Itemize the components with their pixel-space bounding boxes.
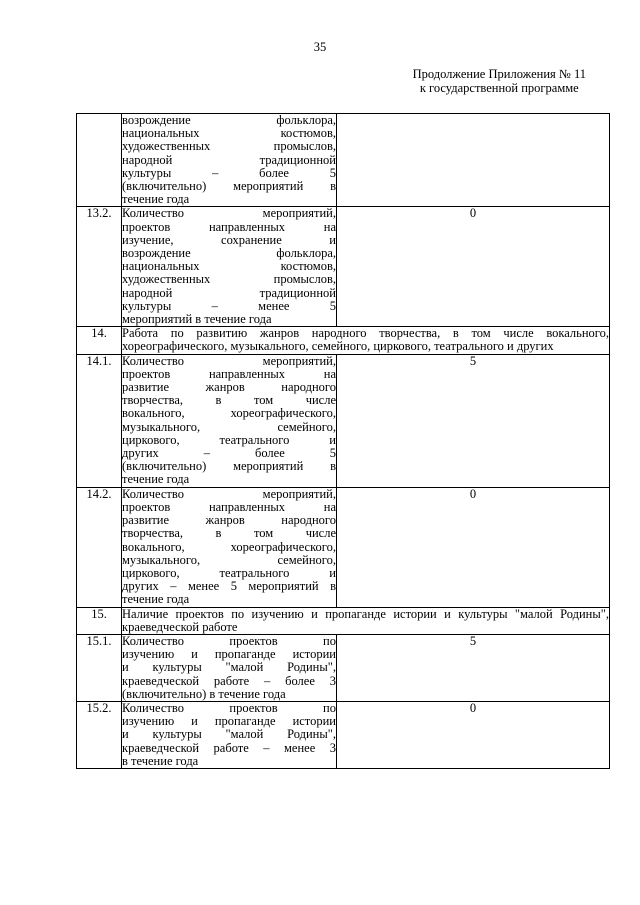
description-line: мероприятий в течение года (122, 312, 272, 327)
description-line: циркового, театрального и (122, 432, 336, 447)
section-title: Наличие проектов по изучению и пропаганде истории и культуры "малой Родины", краеведческой работе (122, 606, 609, 634)
description-line: художественных промыслов, (122, 139, 336, 154)
row-number: 15.1. (77, 634, 122, 701)
description-line: развитие жанров народного (122, 513, 336, 528)
criteria-table (76, 113, 610, 769)
description-line: культуры – менее 5 (122, 298, 336, 313)
criterion-description (122, 701, 337, 768)
appendix-header (413, 67, 586, 95)
description-line: возрождение фольклора, (122, 246, 336, 261)
description-line: художественных промыслов, (122, 272, 336, 287)
description-line: народной традиционной (122, 285, 336, 300)
description-line: в течение года (122, 753, 199, 768)
description-line: течение года (122, 192, 190, 207)
description-line: изучение, сохранение и (122, 232, 336, 247)
description-line: течение года (122, 472, 190, 487)
criterion-score: 0 (337, 207, 610, 327)
description-line: Количество проектов по (122, 700, 336, 715)
description-line: и культуры "малой Родины", (122, 660, 336, 675)
description-line: развитие жанров народного (122, 380, 336, 395)
row-number: 13.2. (77, 207, 122, 327)
table-row (77, 207, 610, 327)
description-line: (включительно) мероприятий в (122, 459, 336, 474)
row-number: 14.2. (77, 487, 122, 607)
row-number (77, 114, 122, 207)
description-line: вокального, хореографического, (122, 406, 336, 421)
criterion-description (122, 354, 337, 487)
description-line: Количество проектов по (122, 633, 336, 648)
table-row (77, 327, 610, 354)
description-line: проектов направленных на (122, 366, 336, 381)
description-line: проектов направленных на (122, 499, 336, 514)
description-line: Количество мероприятий, (122, 353, 336, 368)
description-line: краеведческой работе – более 3 (122, 673, 336, 688)
description-line: национальных костюмов, (122, 126, 336, 141)
criteria-table-body (77, 114, 610, 769)
page-number: 35 (313, 40, 327, 54)
description-line: изучению и пропаганде истории (122, 714, 336, 729)
criterion-description (122, 634, 337, 701)
appendix-header-line-2: к государственной программе (419, 81, 579, 95)
criterion-score (337, 114, 610, 207)
description-line: музыкального, семейного, (122, 552, 336, 567)
criterion-score: 5 (337, 634, 610, 701)
criterion-description (122, 207, 337, 327)
table-row (77, 607, 610, 634)
criterion-description (122, 114, 337, 207)
table-row (77, 487, 610, 607)
row-number: 14.1. (77, 354, 122, 487)
description-line: (включительно) в течение года (122, 686, 286, 701)
description-line: Количество мероприятий, (122, 486, 336, 501)
row-number: 15. (77, 607, 122, 634)
table-row (77, 634, 610, 701)
description-line: (включительно) мероприятий в (122, 179, 336, 194)
description-line: и культуры "малой Родины", (122, 727, 336, 742)
appendix-header-line-1: Продолжение Приложения № 11 (412, 67, 586, 81)
row-number: 14. (77, 327, 122, 354)
row-number: 15.2. (77, 701, 122, 768)
description-line: других – менее 5 мероприятий в (122, 579, 336, 594)
description-line: других – более 5 (122, 446, 336, 461)
table-row (77, 354, 610, 487)
description-line: национальных костюмов, (122, 259, 336, 274)
description-line: творчества, в том числе (122, 526, 336, 541)
description-line: Количество мероприятий, (122, 206, 336, 221)
description-line: краеведческой работе – менее 3 (122, 740, 336, 755)
section-title: Работа по развитию жанров народного творчества, в том числе вокального, хореографического, музыкального, семейного, циркового, театрального и других (122, 326, 609, 354)
description-line: музыкального, семейного, (122, 419, 336, 434)
description-line: культуры – более 5 (122, 165, 336, 180)
criterion-score: 5 (337, 354, 610, 487)
description-line: циркового, театрального и (122, 565, 336, 580)
criterion-description (122, 487, 337, 607)
description-line: проектов направленных на (122, 219, 336, 234)
description-line: изучению и пропаганде истории (122, 647, 336, 662)
table-row (77, 701, 610, 768)
criterion-score: 0 (337, 487, 610, 607)
description-line: народной традиционной (122, 152, 336, 167)
table-row (77, 114, 610, 207)
criterion-score: 0 (337, 701, 610, 768)
description-line: творчества, в том числе (122, 393, 336, 408)
description-line: возрождение фольклора, (122, 113, 336, 127)
description-line: вокального, хореографического, (122, 539, 336, 554)
description-line: течение года (122, 592, 190, 607)
